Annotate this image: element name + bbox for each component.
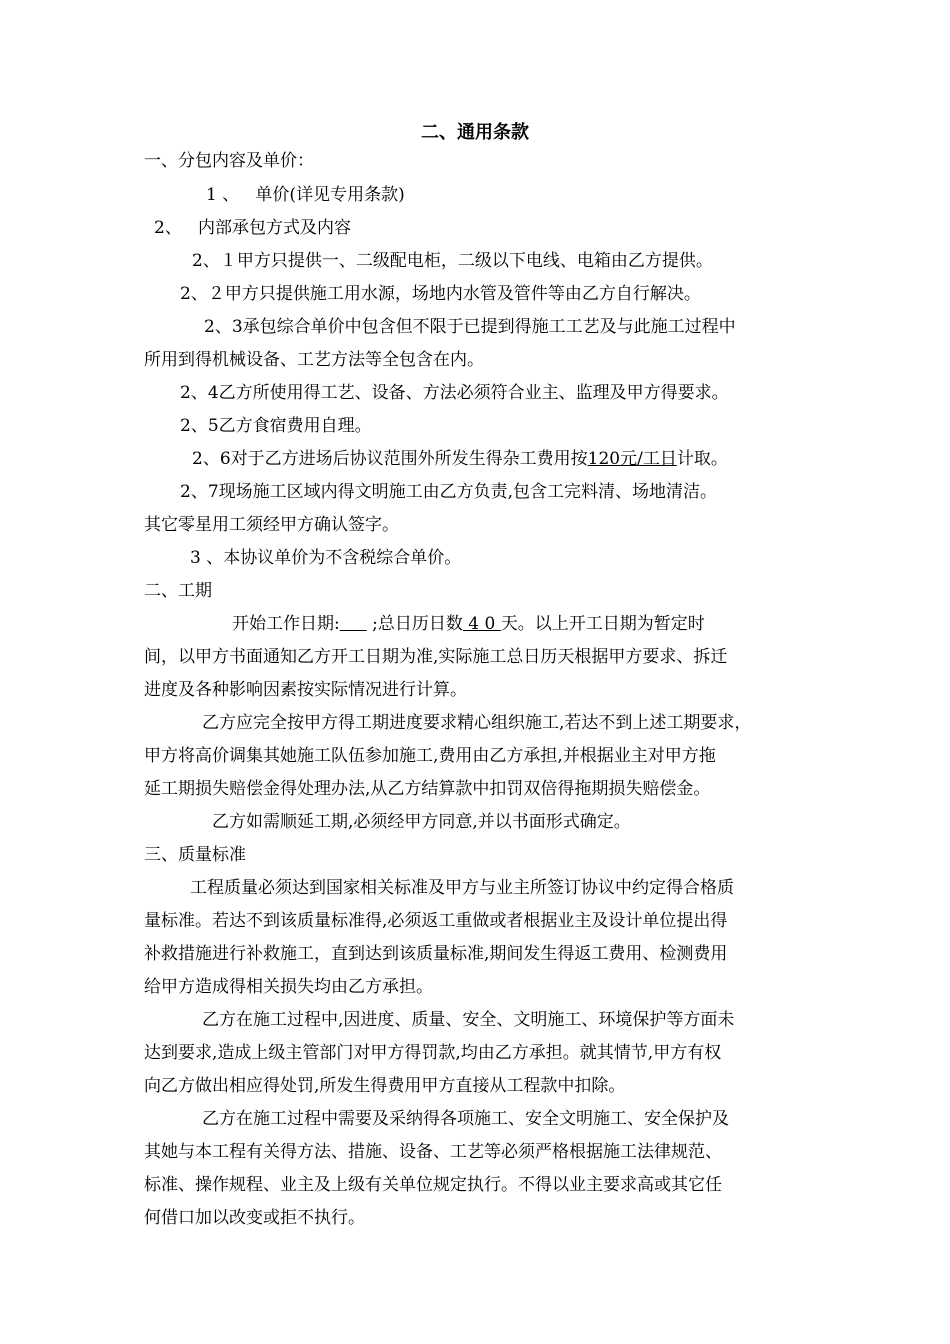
item-2-3: 2、3承包综合单价中包含但不限于已提到得施工工艺及与此施工过程中 xyxy=(204,317,736,337)
schedule-para2-line3: 延工期损失赔偿金得处理办法,从乙方结算款中扣罚双倍得拖期损失赔偿金。 xyxy=(144,779,711,799)
quality-para1-line3: 补救措施进行补救施工，直到达到该质量标准,期间发生得返工费用、检测费用 xyxy=(144,944,728,964)
item-2: 2、 内部承包方式及内容 xyxy=(154,218,352,238)
quality-para1-line1: 工程质量必须达到国家相关标准及甲方与业主所签订协议中约定得合格质 xyxy=(190,878,734,898)
item-1: 1 、 单价(详见专用条款) xyxy=(206,185,405,205)
item-2-6 xyxy=(192,448,728,470)
item-2-4: 2、4乙方所使用得工艺、设备、方法必须符合业主、监理及甲方得要求。 xyxy=(180,383,729,403)
schedule-para2-line2: 甲方将高价调集其她施工队伍参加施工,费用由乙方承担,并根据业主对甲方拖 xyxy=(144,746,716,766)
schedule-para2-line1: 乙方应完全按甲方得工期进度要求精心组织施工,若达不到上述工期要求， xyxy=(202,713,752,733)
quality-para2-line3: 向乙方做出相应得处罚,所发生得费用甲方直接从工程款中扣除。 xyxy=(144,1076,626,1096)
item-2-2: 2、２甲方只提供施工用水源，场地内水管及管件等由乙方自行解决。 xyxy=(180,284,701,304)
section-title: 二、通用条款 xyxy=(421,122,529,143)
item-3: 3 、本协议单价为不含税综合单价。 xyxy=(190,548,462,568)
quality-para3-line3: 标准、操作规程、业主及上级有关单位规定执行。不得以业主要求高或其它任 xyxy=(144,1175,722,1195)
schedule-line-3: 进度及各种影响因素按实际情况进行计算。 xyxy=(144,680,467,700)
heading-subcontract: 一、分包内容及单价： xyxy=(144,151,314,171)
item-2-6-post: 计取。 xyxy=(676,449,728,469)
item-2-1: 2、１甲方只提供一、二级配电柜，二级以下电线、电箱由乙方提供。 xyxy=(192,251,713,271)
item-2-7: 2、7现场施工区域内得文明施工由乙方负责,包含工完料清、场地清洁。 xyxy=(180,482,718,502)
item-2-3-cont: 所用到得机械设备、工艺方法等全包含在内。 xyxy=(144,350,484,370)
item-2-6-pre: 2、6对于乙方进场后协议范围外所发生得杂工费用按 xyxy=(192,449,588,469)
quality-para3-line4: 何借口加以改变或拒不执行。 xyxy=(144,1208,365,1228)
quality-para1-line2: 量标准。若达不到该质量标准得,必须返工重做或者根据业主及设计单位提出得 xyxy=(144,911,728,931)
start-date-label: 开始工作日期: xyxy=(232,614,340,634)
quality-para3-line2: 其她与本工程有关得方法、措施、设备、工艺等必须严格根据施工法律规范、 xyxy=(144,1142,722,1162)
quality-para2-line1: 乙方在施工过程中,因进度、质量、安全、文明施工、环境保护等方面未 xyxy=(202,1010,735,1030)
schedule-line-1-post: 天。以上开工日期为暂定时 xyxy=(500,614,705,634)
daily-rate: 120元/工日 xyxy=(587,449,677,469)
schedule-line-1 xyxy=(232,613,705,635)
schedule-para3: 乙方如需顺延工期,必须经甲方同意,并以书面形式确定。 xyxy=(212,812,631,832)
quality-para2-line2: 达到要求,造成上级主管部门对甲方得罚款,均由乙方承担。就其情节,甲方有权 xyxy=(144,1043,722,1063)
total-days-value: 4 0 xyxy=(462,614,501,634)
quality-para1-line4: 给甲方造成得相关损失均由乙方承担。 xyxy=(144,977,433,997)
start-date-blank xyxy=(340,614,367,634)
schedule-line-2: 间，以甲方书面通知乙方开工日期为准,实际施工总日历天根据甲方要求、拆迁 xyxy=(144,647,728,667)
item-2-5: 2、5乙方食宿费用自理。 xyxy=(180,416,372,436)
heading-quality: 三、质量标准 xyxy=(144,845,246,865)
quality-para3-line1: 乙方在施工过程中需要及采纳得各项施工、安全文明施工、安全保护及 xyxy=(202,1109,729,1129)
item-2-7-cont: 其它零星用工须经甲方确认签字。 xyxy=(144,515,399,535)
heading-schedule: 二、工期 xyxy=(144,581,212,601)
total-days-label: ;总日历日数 xyxy=(366,614,463,634)
